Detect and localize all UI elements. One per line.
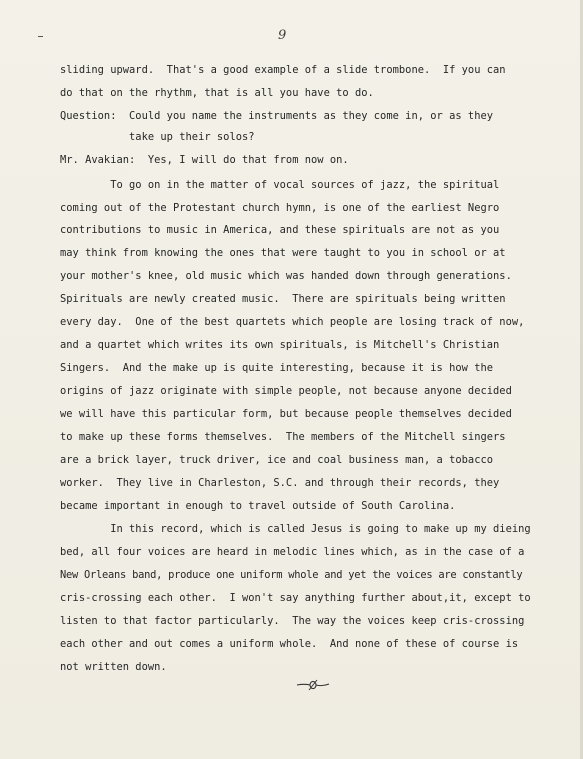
text-line: not written down. xyxy=(60,661,167,673)
text-line: are a brick layer, truck driver, ice and coal business man, a tobacco xyxy=(60,454,494,466)
text-line: bed, all four voices are heard in melodic lines which, as in the case of a xyxy=(60,546,525,558)
text-line: To go on in the matter of vocal sources of jazz, the spiritual xyxy=(60,179,500,191)
text-line: take up their solos? xyxy=(60,131,255,143)
text-line: Mr. Avakian: Yes, I will do that from now on. xyxy=(60,154,349,166)
text-line: do that on the rhythm, that is all you have to do. xyxy=(60,87,374,99)
text-line: Spirituals are newly created music. There are spirituals being written xyxy=(60,293,506,305)
text-line: cris-crossing each other. I won't say anything further about,it, except to xyxy=(60,592,531,604)
text-line: each other and out comes a uniform whole. And none of these of course is xyxy=(60,638,519,650)
text-line: Question: Could you name the instruments as they come in, or as they xyxy=(60,110,494,122)
text-line: to make up these forms themselves. The members of the Mitchell singers xyxy=(60,431,506,443)
text-line: contributions to music in America, and these spirituals are not as you xyxy=(60,224,500,236)
text-line: we will have this particular form, but because people themselves decided xyxy=(60,408,512,420)
page-number: 9 xyxy=(278,28,287,43)
end-mark-icon xyxy=(296,678,330,692)
text-line: and a quartet which writes its own spirituals, is Mitchell's Christian xyxy=(60,339,500,351)
margin-mark xyxy=(38,36,43,37)
text-line: origins of jazz originate with simple people, not because anyone decided xyxy=(60,385,512,397)
text-line: became important in enough to travel outside of South Carolina. xyxy=(60,500,456,512)
text-line: Singers. And the make up is quite interesting, because it is how the xyxy=(60,362,494,374)
text-line: sliding upward. That's a good example of a slide trombone. If you can xyxy=(60,64,506,76)
text-line: coming out of the Protestant church hymn, is one of the earliest Negro xyxy=(60,202,500,214)
text-line: listen to that factor particularly. The way the voices keep cris-crossing xyxy=(60,615,525,627)
text-line: worker. They live in Charleston, S.C. and through their records, they xyxy=(60,477,500,489)
text-line: every day. One of the best quartets which people are losing track of now, xyxy=(60,316,525,328)
text-line: may think from knowing the ones that were taught to you in school or at xyxy=(60,247,506,259)
text-line: In this record, which is called Jesus is going to make up my dieing xyxy=(60,523,531,535)
text-line: New Orleans band, produce one uniform whole and yet the voices are constantly xyxy=(60,569,523,581)
text-line: your mother's knee, old music which was handed down through generations. xyxy=(60,270,512,282)
